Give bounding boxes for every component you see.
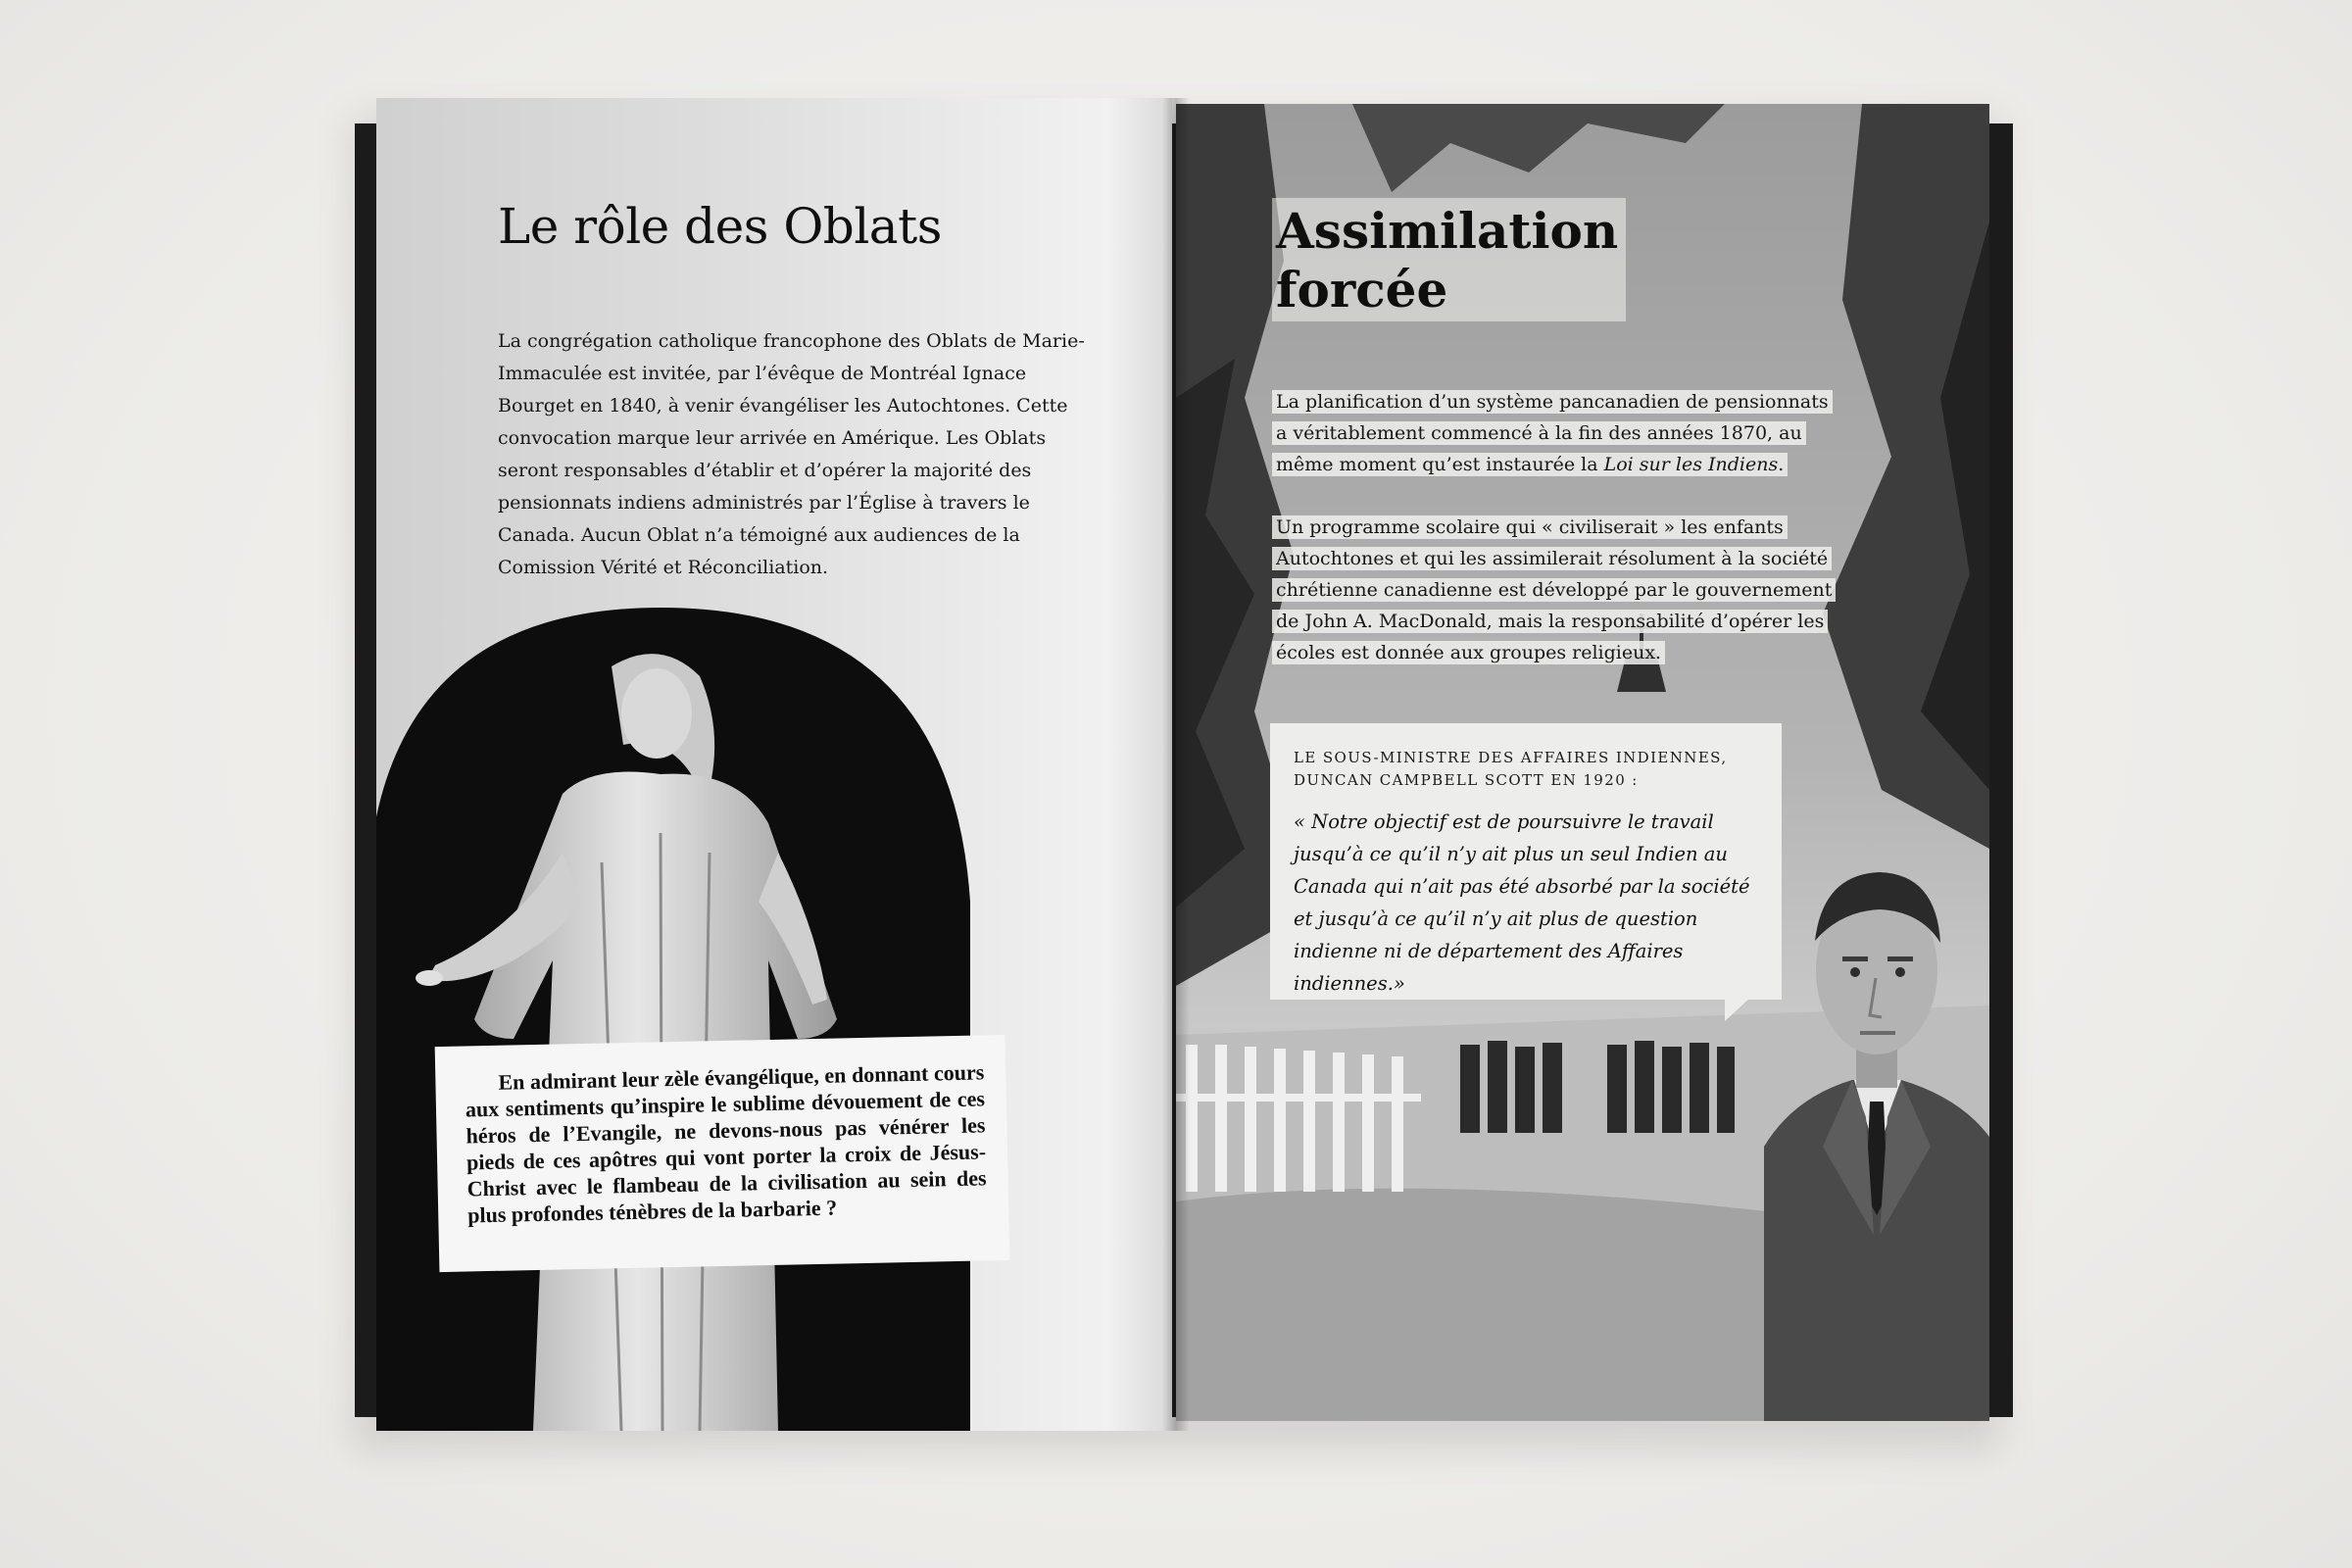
quote-speech-bubble (1270, 723, 1782, 1000)
attribution-line2: DUNCAN CAMPBELL SCOTT EN 1920 : (1294, 771, 1639, 789)
left-page-body: La congrégation catholique francophone des Oblats de Marie-Immaculée est invitée, par l’évêque de Montréal Ignace Bourget en 1840, à venir évangéliser les Autochtones. Cette convocation marque leur arrivée en Amérique. Les Oblats seront responsables d’établir et d’opérer la majorité des pensionnats indiens administrés par l’Église à travers le Canada. Aucun Oblat n’a témoigné aux audiences de la Comission Vérité et Réconciliation. (498, 330, 1085, 578)
right-title-line2: forcée (1276, 261, 1448, 318)
virgin-statue-image (376, 608, 970, 1431)
right-page (1176, 104, 1989, 1421)
right-paragraph-1-text: La planification d’un système pancanadien de pensionnats a véritablement commencé à la fin des années 1870, au même moment qu’est instaurée la (1276, 391, 1829, 475)
right-page-title (1272, 198, 1626, 321)
historical-quote-box (435, 1035, 1010, 1272)
right-paragraph-1 (1272, 386, 1840, 480)
right-paragraph-2 (1272, 512, 1840, 668)
right-paragraph-2-text: Un programme scolaire qui « civiliserait » les enfants Autochtones et qui les assimilerait résolument à la société chrétienne canadienne est développé par le gouvernement de John A. MacDonald, mais la responsabilité d’opérer les écoles est donnée aux groupes religieux. (1272, 515, 1836, 664)
speech-bubble-tail (1725, 998, 1750, 1021)
attribution-line1: LE SOUS-MINISTRE DES AFFAIRES INDIENNES, (1294, 749, 1728, 766)
right-paragraph-1-end: . (1778, 454, 1785, 475)
historical-quote-text: En admirant leur zèle évangélique, en donnant cours aux sentiments qu’inspire le sublime dévouement de ces héros de l’Evangile, ne devons-nous pas vénérer les pieds de ces apôtres qui vont porter la croix de Jésus-Christ avec le flambeau de la civilisation au sein des plus profondes ténèbres de la barbarie ? (465, 1059, 987, 1228)
left-page (376, 98, 1172, 1431)
quote-attribution (1294, 747, 1764, 792)
right-title-line1: Assimilation (1276, 202, 1619, 260)
right-paragraph-1-italic: Loi sur les Indiens (1603, 454, 1779, 475)
book-gutter (1162, 98, 1190, 1431)
duncan-campbell-scott-portrait (1764, 823, 1989, 1421)
left-page-title: Le rôle des Oblats (498, 198, 942, 255)
scott-quote-text: « Notre objectif est de poursuivre le travail jusqu’à ce qu’il n’y ait plus un seul Indien au Canada qui n’ait pas été absorbé par la société et jusqu’à ce qu’il n’y ait plus de question indienne ni de département des Affaires indiennes.» (1294, 810, 1750, 995)
